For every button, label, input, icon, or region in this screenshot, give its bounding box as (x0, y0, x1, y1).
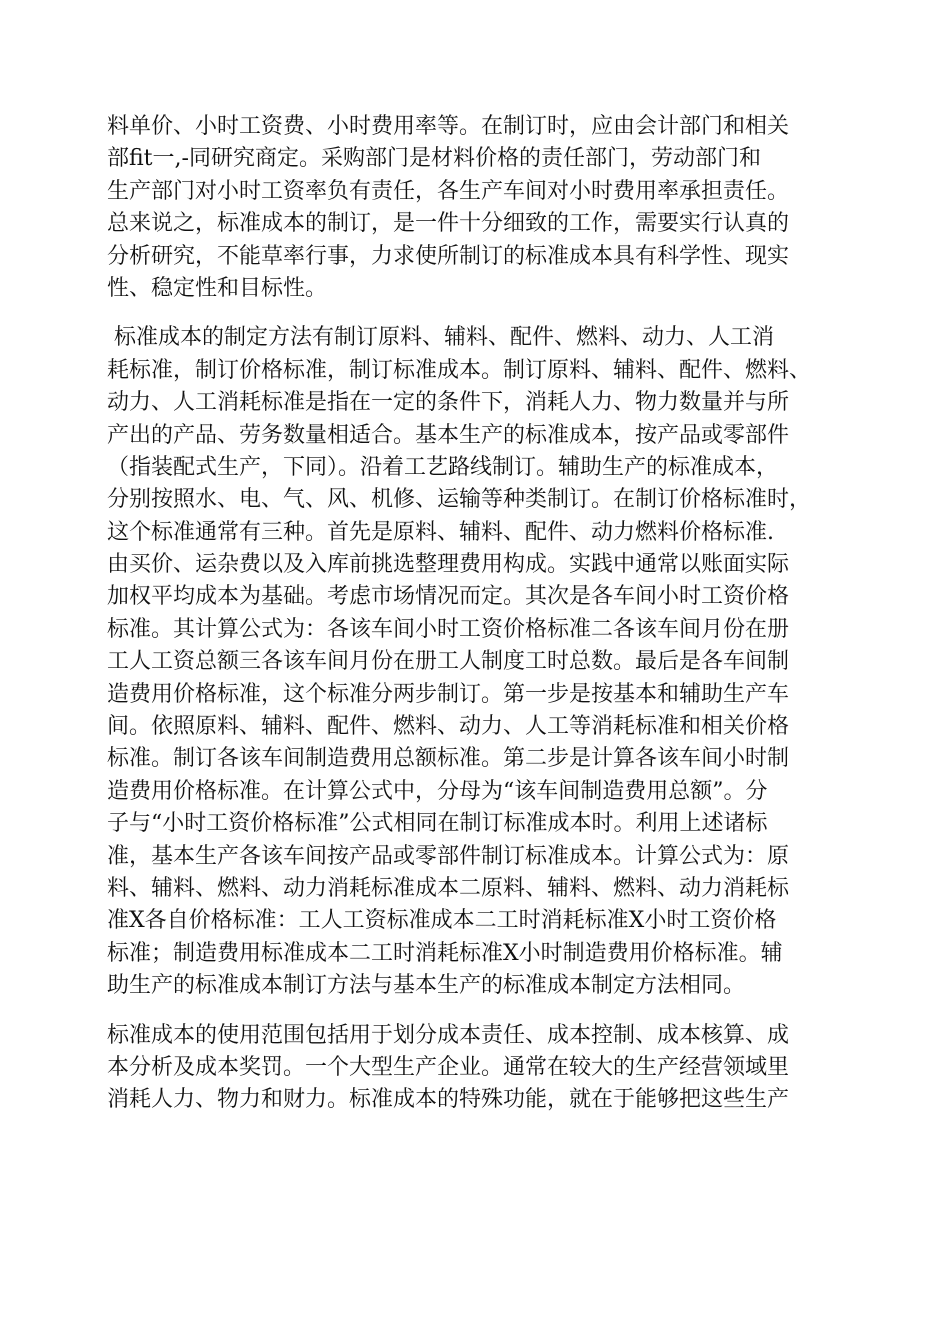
text-line: 部fit一,-同研究商定。采购部门是材料价格的责任部门，劳动部门和 (107, 146, 761, 172)
paragraph-spacer (107, 305, 847, 322)
text-line: 由买价、运杂费以及入库前挑选整理费用构成。实践中通常以账面实际 (107, 552, 790, 578)
text-line: 总来说之，标准成本的制订，是一件十分细致的工作，需要实行认真的 (107, 211, 790, 237)
text-line: 本分析及成本奖罚。一个大型生产企业。通常在较大的生产经营领域里 (107, 1054, 790, 1080)
text-line: 造费用价格标准。在计算公式中，分母为“该车间制造费用总额”。分 (107, 778, 768, 804)
text-line: 动力、人工消耗标准是指在一定的条件下，消耗人力、物力数量并与所 (107, 390, 790, 416)
text-line: 准，基本生产各该车间按产品或零部件制订标准成本。计算公式为：原 (107, 843, 790, 869)
paragraph-spacer (107, 1003, 847, 1020)
text-line: 准X各自价格标准：工人工资标准成本二工时消耗标准X小时工资价格 (107, 908, 777, 934)
text-line: 分别按照水、电、气、风、机修、运输等种类制订。在制订价格标准时， (107, 487, 812, 513)
text-line: 产出的产品、劳务数量相适合。基本生产的标准成本，按产品或零部件 (107, 422, 790, 448)
text-line: 加权平均成本为基础。考虑市场情况而定。其次是各车间小时工资价格 (107, 584, 790, 610)
text-line: 分析研究，不能草率行事，力求使所制订的标准成本具有科学性、现实 (107, 243, 790, 269)
text-line: 消耗人力、物力和财力。标准成本的特殊功能，就在于能够把这些生产 (107, 1087, 790, 1113)
text-line: 标准成本的使用范围包括用于划分成本责任、成本控制、成本核算、成 (107, 1022, 790, 1048)
text-line: 耗标准，制订价格标准，制订标准成本。制订原料、辅料、配件、燃料、 (107, 357, 812, 383)
text-line: 性、稳定性和目标性。 (107, 275, 328, 301)
text-line: 助生产的标准成本制订方法与基本生产的标准成本制定方法相同。 (107, 973, 746, 999)
text-line: 料单价、小时工资费、小时费用率等。在制订时，应由会计部门和相关 (107, 114, 790, 139)
text-line: （指装配式生产，下同）。沿着工艺路线制订。辅助生产的标准成本， (107, 454, 779, 480)
text-line: 标准；制造费用标准成本二工时消耗标准X小时制造费用价格标准。辅 (107, 940, 783, 966)
text-line: 这个标准通常有三种。首先是原料、辅料、配件、动力燃料价格标准. (107, 519, 774, 545)
text-line: 造费用价格标准，这个标准分两步制订。第一步是按基本和辅助生产车 (107, 681, 790, 707)
paragraph-3 (107, 1020, 847, 1117)
text-line: 标准。制订各该车间制造费用总额标准。第二步是计算各该车间小时制 (107, 746, 790, 772)
paragraph-2 (107, 322, 847, 1002)
text-line: 子与“小时工资价格标准”公式相同在制订标准成本时。利用上述诸标 (107, 811, 768, 837)
text-line: 标准。其计算公式为：各该车间小时工资价格标准二各该车间月份在册 (107, 616, 790, 642)
text-line: 工人工资总额三各该车间月份在册工人制度工时总数。最后是各车间制 (107, 649, 790, 675)
paragraph-1 (107, 111, 847, 305)
document-page (107, 111, 847, 1117)
text-line: 生产部门对小时工资率负有责任，各生产车间对小时费用率承担责任。 (107, 178, 790, 204)
text-line: 间。依照原料、辅料、配件、燃料、动力、人工等消耗标准和相关价格 (107, 714, 790, 740)
text-line: 料、辅料、燃料、动力消耗标准成本二原料、辅料、燃料、动力消耗标 (107, 875, 790, 901)
text-line: 标准成本的制定方法有制订原料、辅料、配件、燃料、动力、人工消 (107, 325, 774, 351)
